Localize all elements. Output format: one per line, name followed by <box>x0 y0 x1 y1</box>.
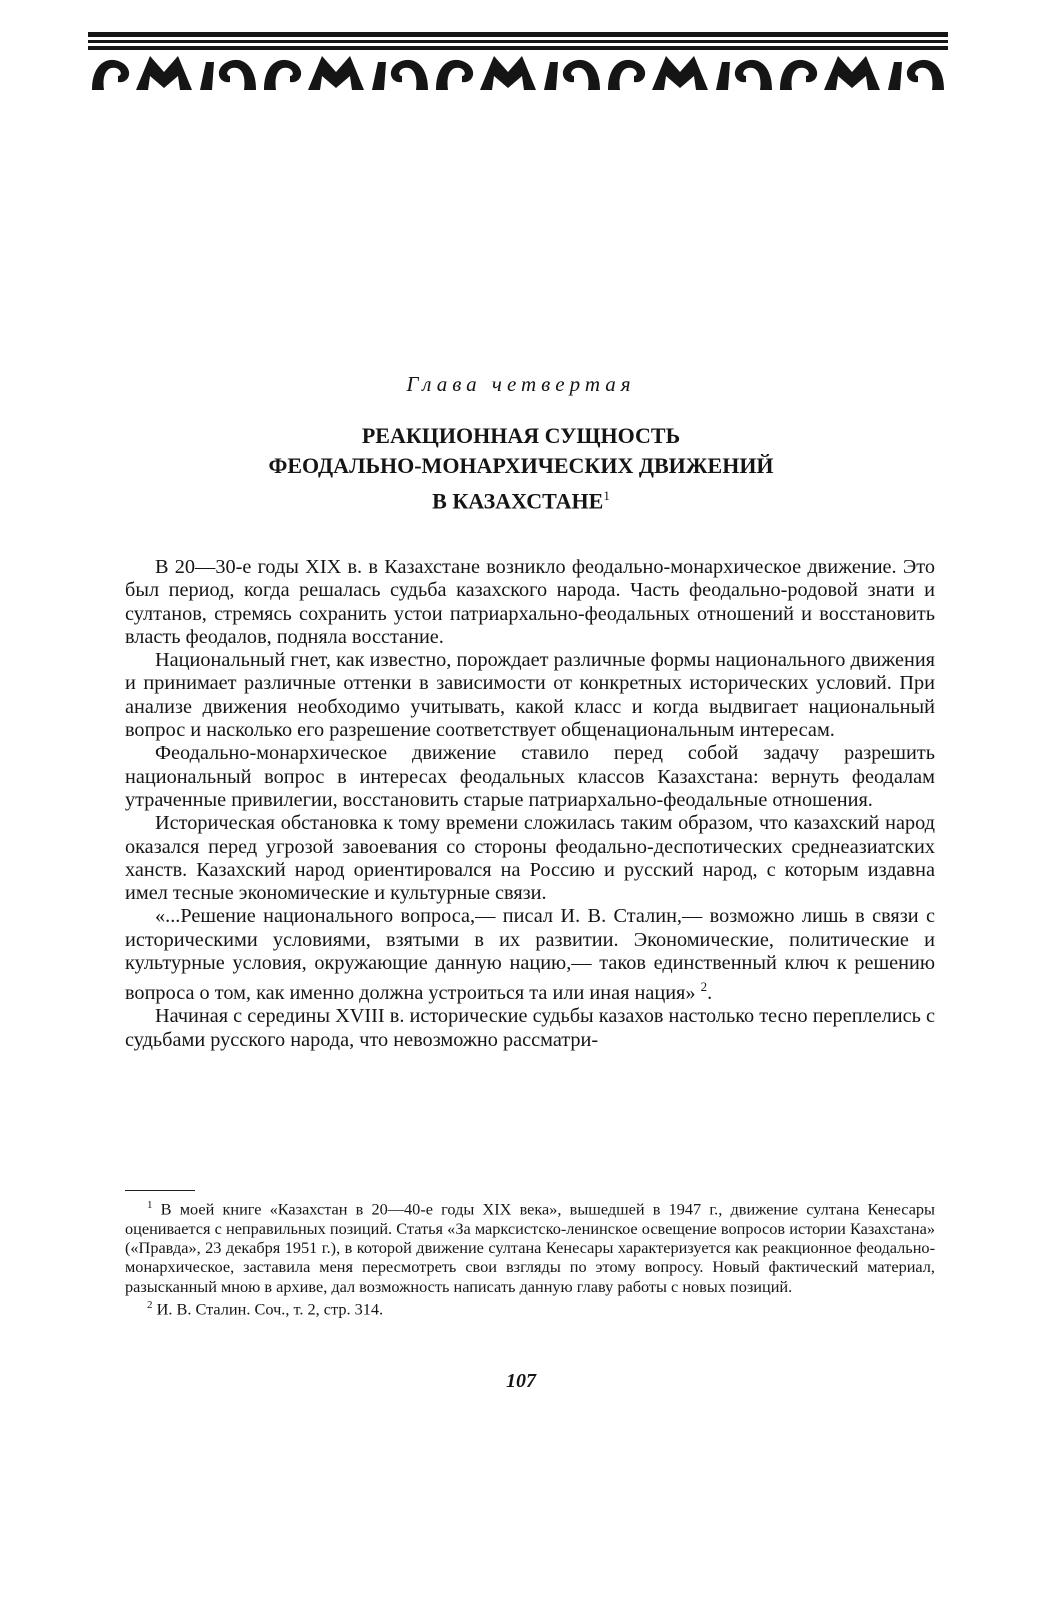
paragraph: Национальный гнет, как известно, порождает различные формы национального движения и принимает различные оттенки в зависимости от конкретных исторических условий. При анализе движения необходимо учитывать, какой класс и когда выдвигает национальный вопрос и насколько его разрешение соответствует общенациональным интересам. <box>125 649 935 742</box>
footnote-ref-2[interactable]: 2 <box>700 979 708 995</box>
ornament-band <box>88 32 948 92</box>
paragraph: В 20—30-е годы XIX в. в Казахстане возникло феодально-монархическое движение. Это был период, когда решалась судьба казахского народа. Часть феодально-родовой знати и султанов, стремясь сохранить устои патриархально-феодальных отношений и восстановить власть феодалов, подняла восстание. <box>125 556 935 648</box>
footnote-divider <box>125 1190 195 1191</box>
paragraph: Начиная с середины XVIII в. исторические судьбы казахов настолько тесно переплелись с судьбами русского народа, что невозможно рассматри- <box>125 1005 935 1051</box>
footnote-text: И. В. Сталин. Соч., т. 2, стр. 314. <box>156 1299 384 1319</box>
paragraph: «...Решение национального вопроса,— писал И. В. Сталин,— возможно лишь в связи с историческими условиями, взятыми в их развитии. Экономические, политические и культурные условия, окружающие данную нацию,— таков единственный ключ к решению вопроса о том, как именно должна устроиться та или иная нация» $^2$. <box>125 905 935 1005</box>
ornament-motif <box>608 56 772 90</box>
chapter-title-line-text: В КАЗАХСТАНЕ <box>432 488 604 514</box>
footnote-1 <box>125 1196 935 1296</box>
quote-paragraph-text: «...Решение национального вопроса,— писал И. В. Сталин,— возможно лишь в связи с историческими условиями, взятыми в их развитии. Экономические, политические и культурные условия, окружающие данную нацию,— таков единственный ключ к решению вопроса о том, как именно должна устроиться та или иная нация» <box>125 905 935 1005</box>
body-text <box>125 556 935 1052</box>
chapter-title-line: РЕАКЦИОННАЯ СУЩНОСТЬ <box>361 423 681 448</box>
chapter-title-line <box>0 481 1042 516</box>
chapter-title-line: ФЕОДАЛЬНО-МОНАРХИЧЕСКИХ ДВИЖЕНИЙ <box>268 453 774 478</box>
chapter-label: Глава четвертая <box>406 372 636 396</box>
footnote-mark: 1 <box>147 1199 153 1211</box>
footnote-ref-1[interactable]: 1 <box>603 488 610 503</box>
footnotes <box>125 1196 935 1319</box>
chapter-title <box>0 421 1042 516</box>
footnote-2 <box>125 1296 935 1319</box>
paragraph: Феодально-монархическое движение ставило перед собой задачу разрешить национальный вопрос в интересах феодальных классов Казахстана: вернуть феодалам утраченные привилегии, восстановить старые патриархально-феодальные отношения. <box>125 742 935 811</box>
ornament-motif <box>436 56 600 90</box>
ornament-motif <box>780 56 944 90</box>
page-number: 107 <box>506 1370 536 1392</box>
footnote-mark: 2 <box>147 1298 153 1311</box>
ornament-motif <box>92 56 256 90</box>
paragraph: Историческая обстановка к тому времени сложилась таким образом, что казахский народ оказался перед угрозой завоевания со стороны феодально-деспотических среднеазиатских ханств. Казахский народ ориентировался на Россию и русский народ, с которым издавна имел тесные экономические и культурные связи. <box>125 812 935 905</box>
ornament-motif <box>264 56 428 90</box>
footnote-text: В моей книге «Казахстан в 20—40-е годы XIX века», вышедшей в 1947 г., движение султана Кенесары оценивается с неправильных позиций. Статья «За марксистско-ленинское освещение вопросов истории Казахстана» («Правда», 23 декабря 1951 г.), в которой движение султана Кенесары характеризуется как реакционное феодально-монархическое, заставила меня пересмотреть свои взгляды по этому вопросу. Новый фактический материал, разысканный мною в архиве, дал возможность написать данную главу работы с новых позиций. <box>125 1199 935 1296</box>
